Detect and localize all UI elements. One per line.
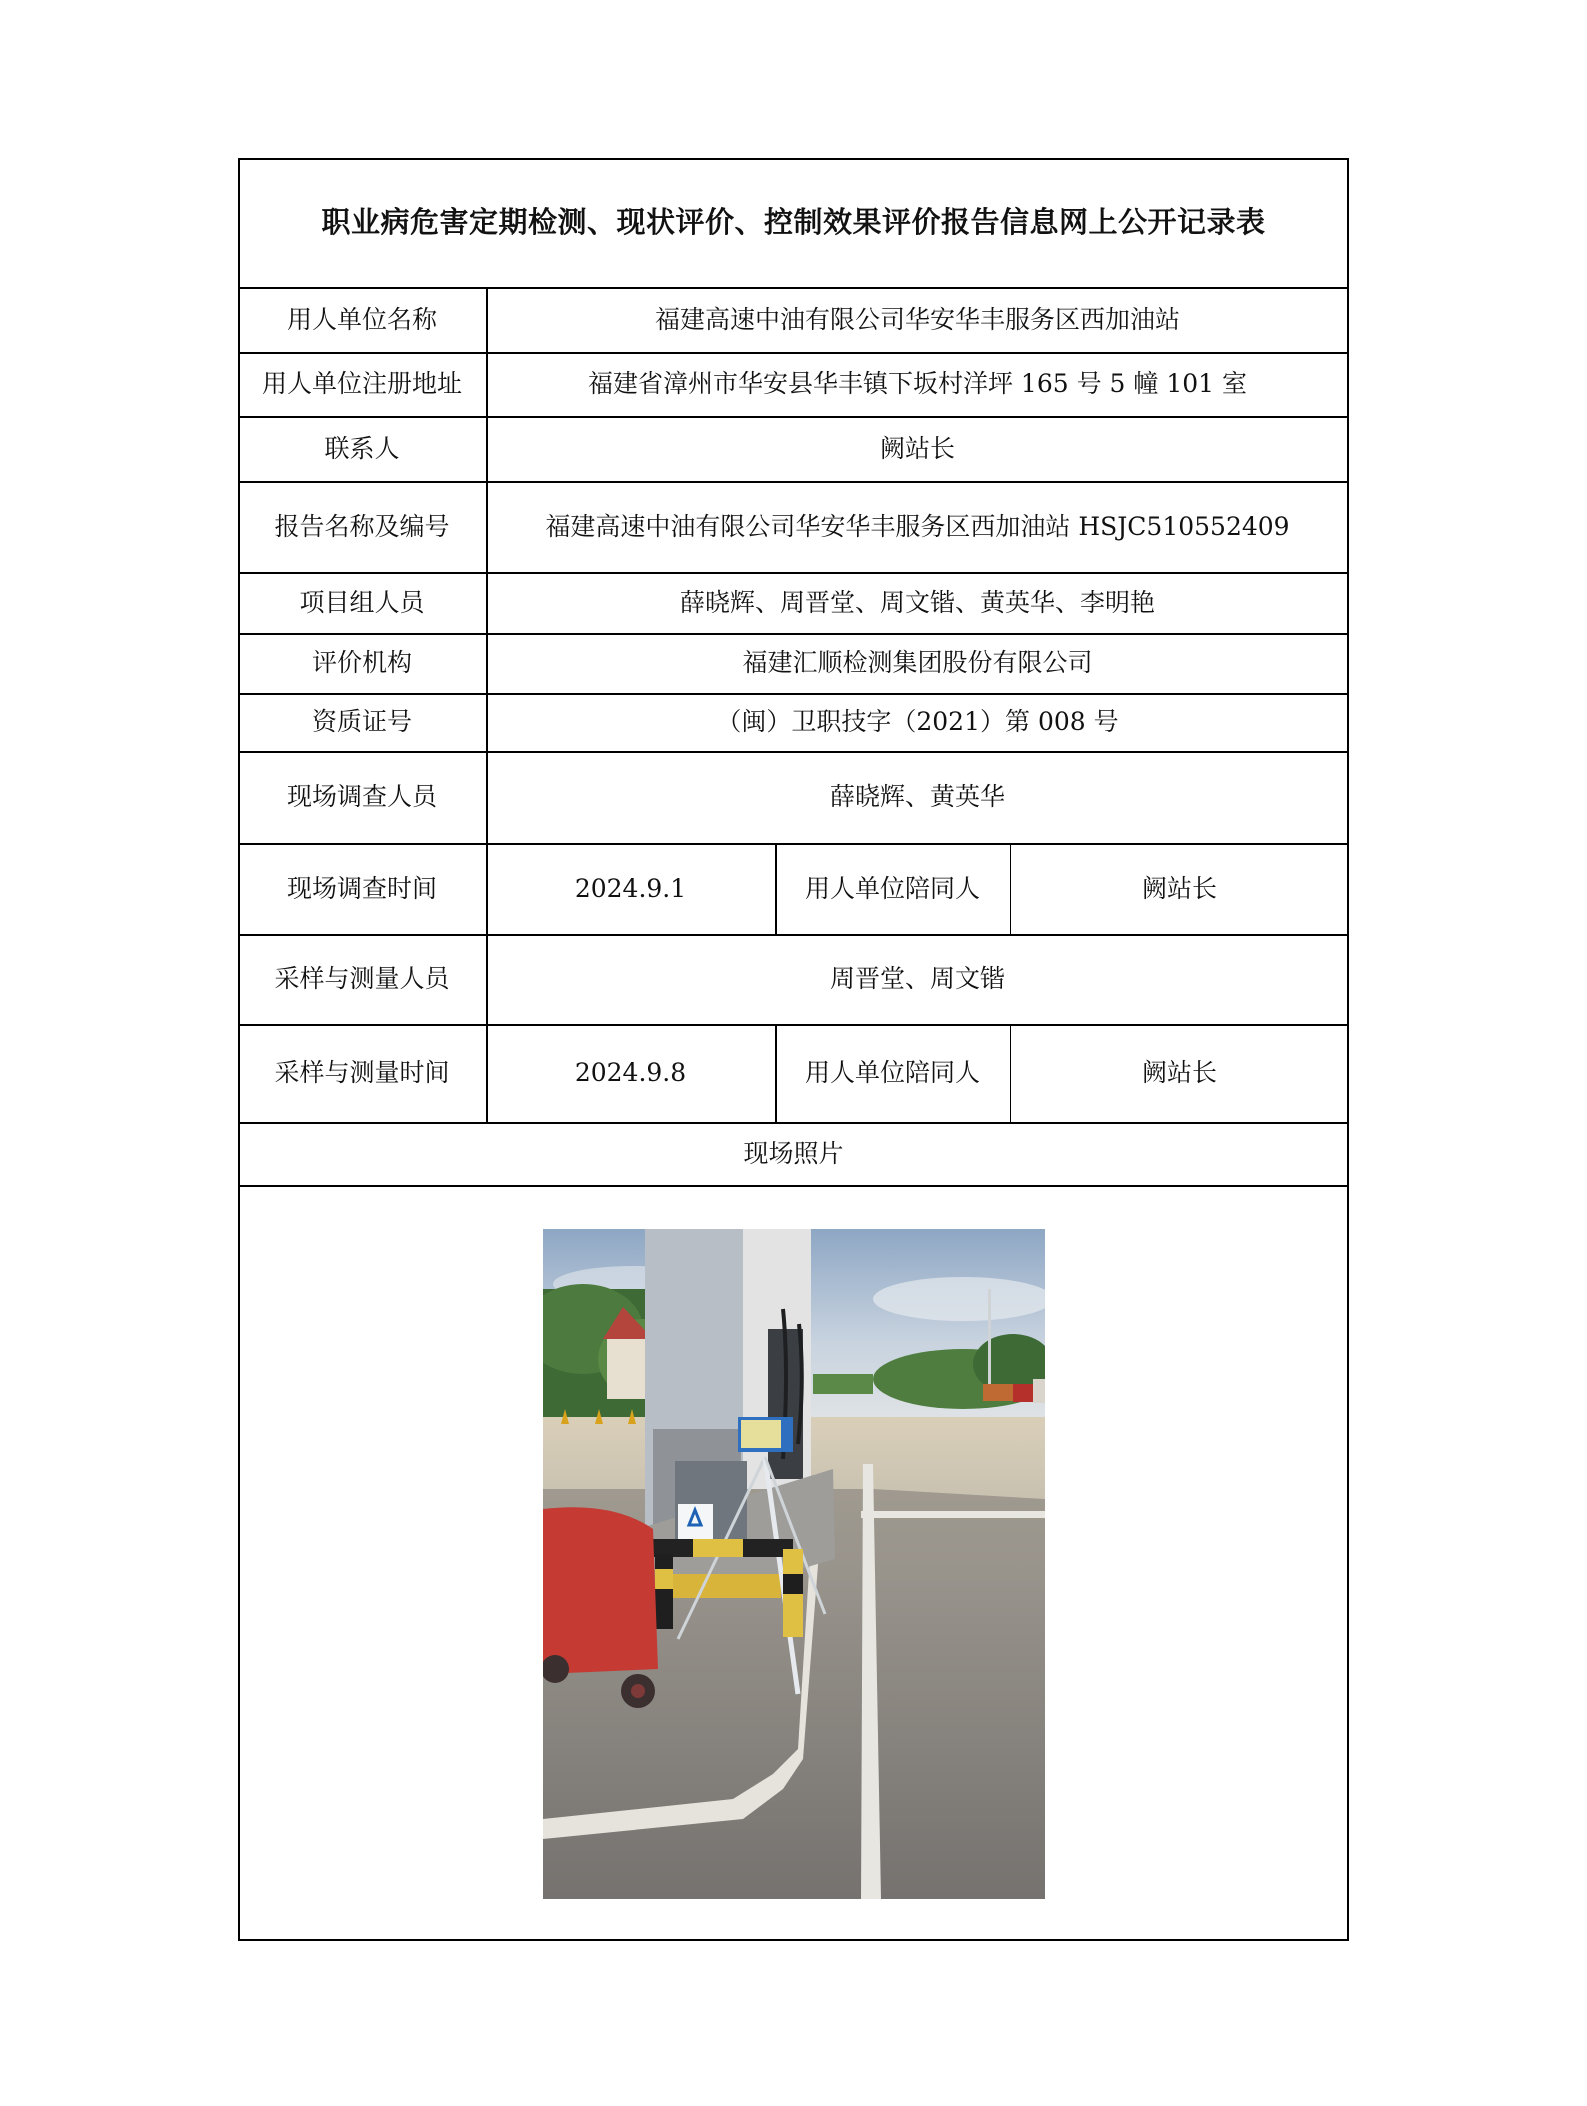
- value-contact: 阙站长: [879, 433, 955, 463]
- label-evaluation-agency: 评价机构: [311, 648, 412, 677]
- label-survey-companion: 用人单位陪同人: [804, 873, 980, 903]
- value-survey-date: 2024.9.1: [574, 873, 687, 903]
- value-survey-staff: 薛晓辉、黄英华: [829, 782, 1005, 811]
- label-survey-time: 现场调查时间: [286, 873, 437, 903]
- label-sampling-companion: 用人单位陪同人: [804, 1058, 980, 1087]
- label-sampling-time: 采样与测量时间: [274, 1058, 450, 1087]
- photo-section-heading: 现场照片: [743, 1138, 844, 1168]
- label-survey-staff: 现场调查人员: [286, 782, 437, 811]
- table-border-bottom: [238, 1939, 1349, 1941]
- site-photo: [543, 1229, 1045, 1899]
- value-survey-companion: 阙站长: [1141, 873, 1217, 903]
- value-evaluation-agency: 福建汇顺检测集团股份有限公司: [742, 648, 1093, 677]
- value-report-name: 福建高速中油有限公司华安华丰服务区西加油站 HSJC510552409: [545, 511, 1290, 541]
- value-qualification-number: （闽）卫职技字（2021）第 008 号: [716, 707, 1119, 736]
- value-sampling-companion: 阙站长: [1141, 1058, 1217, 1087]
- label-employer-name: 用人单位名称: [286, 304, 437, 334]
- value-sampling-date: 2024.9.8: [574, 1058, 687, 1087]
- value-project-team: 薛晓辉、周晋堂、周文锴、黄英华、李明艳: [679, 587, 1155, 617]
- row-divider: [238, 1185, 1349, 1187]
- value-employer-name: 福建高速中油有限公司华安华丰服务区西加油站: [654, 304, 1180, 334]
- label-registered-address: 用人单位注册地址: [261, 369, 462, 398]
- label-report-name: 报告名称及编号: [274, 511, 450, 541]
- label-qualification-number: 资质证号: [311, 707, 412, 736]
- value-registered-address: 福建省漳州市华安县华丰镇下坂村洋坪 165 号 5 幢 101 室: [587, 369, 1248, 398]
- label-sampling-staff: 采样与测量人员: [274, 964, 450, 993]
- label-contact: 联系人: [324, 433, 400, 463]
- document-title: 职业病危害定期检测、现状评价、控制效果评价报告信息网上公开记录表: [321, 205, 1266, 240]
- value-sampling-staff: 周晋堂、周文锴: [829, 964, 1005, 993]
- label-project-team: 项目组人员: [299, 587, 425, 617]
